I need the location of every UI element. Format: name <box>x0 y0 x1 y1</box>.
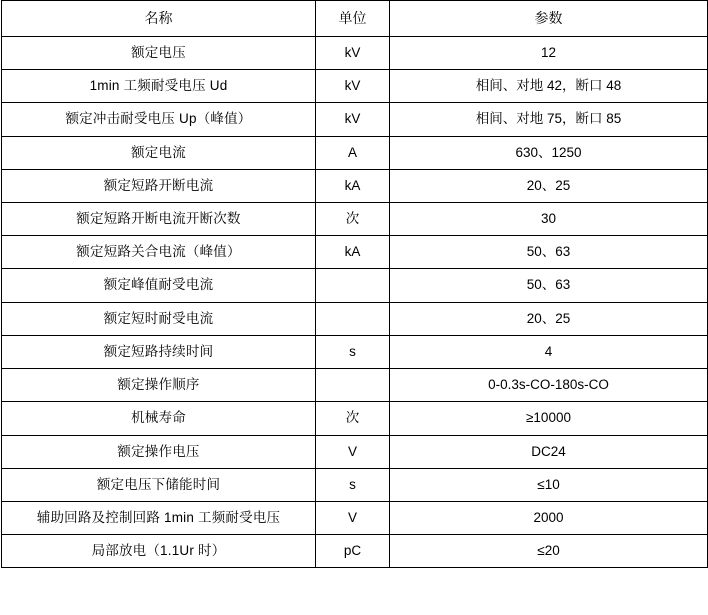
row-name: 额定操作电压 <box>2 435 316 468</box>
row-param: 20、25 <box>390 169 708 202</box>
row-unit <box>316 269 390 302</box>
table-row <box>2 369 708 402</box>
table-header-row <box>2 1 708 37</box>
row-name: 额定峰值耐受电流 <box>2 269 316 302</box>
row-unit: kV <box>316 36 390 69</box>
table-row <box>2 269 708 302</box>
row-unit: 次 <box>316 402 390 435</box>
row-unit: kV <box>316 103 390 136</box>
table-row <box>2 236 708 269</box>
column-header-name: 名称 <box>2 1 316 37</box>
table-body <box>2 36 708 568</box>
row-unit: 次 <box>316 202 390 235</box>
row-unit: A <box>316 136 390 169</box>
row-param: 相间、对地 42，断口 48 <box>390 70 708 103</box>
row-name: 额定短路关合电流（峰值） <box>2 236 316 269</box>
row-name: 辅助回路及控制回路 1min 工频耐受电压 <box>2 501 316 534</box>
row-param: 12 <box>390 36 708 69</box>
row-param: 50、63 <box>390 269 708 302</box>
row-param: 50、63 <box>390 236 708 269</box>
row-name: 额定短路开断电流开断次数 <box>2 202 316 235</box>
table-row <box>2 169 708 202</box>
row-name: 额定电流 <box>2 136 316 169</box>
row-param: 4 <box>390 335 708 368</box>
row-name: 额定电压下储能时间 <box>2 468 316 501</box>
table-row <box>2 70 708 103</box>
table-row <box>2 202 708 235</box>
table-row <box>2 402 708 435</box>
row-unit: s <box>316 335 390 368</box>
row-name: 额定操作顺序 <box>2 369 316 402</box>
row-param: 20、25 <box>390 302 708 335</box>
row-name: 机械寿命 <box>2 402 316 435</box>
row-param: ≤20 <box>390 535 708 568</box>
table-row <box>2 535 708 568</box>
row-param: ≥10000 <box>390 402 708 435</box>
row-name: 额定电压 <box>2 36 316 69</box>
table-row <box>2 501 708 534</box>
row-param: 2000 <box>390 501 708 534</box>
row-param: 630、1250 <box>390 136 708 169</box>
row-unit <box>316 369 390 402</box>
row-param: ≤10 <box>390 468 708 501</box>
row-param: 30 <box>390 202 708 235</box>
table-row <box>2 435 708 468</box>
row-name: 额定短路开断电流 <box>2 169 316 202</box>
table-row <box>2 302 708 335</box>
row-unit: pC <box>316 535 390 568</box>
row-name: 1min 工频耐受电压 Ud <box>2 70 316 103</box>
row-param: 0-0.3s-CO-180s-CO <box>390 369 708 402</box>
row-unit: kV <box>316 70 390 103</box>
table-row <box>2 136 708 169</box>
row-name: 额定短路持续时间 <box>2 335 316 368</box>
row-param: DC24 <box>390 435 708 468</box>
row-unit: s <box>316 468 390 501</box>
row-param: 相间、对地 75，断口 85 <box>390 103 708 136</box>
table-row <box>2 36 708 69</box>
row-name: 额定冲击耐受电压 Up（峰值） <box>2 103 316 136</box>
row-unit <box>316 302 390 335</box>
row-unit: V <box>316 435 390 468</box>
row-unit: V <box>316 501 390 534</box>
column-header-unit: 单位 <box>316 1 390 37</box>
table-row <box>2 335 708 368</box>
row-unit: kA <box>316 169 390 202</box>
table-row <box>2 468 708 501</box>
row-unit: kA <box>316 236 390 269</box>
technical-parameters-table <box>1 0 708 568</box>
column-header-param: 参数 <box>390 1 708 37</box>
row-name: 局部放电（1.1Ur 时） <box>2 535 316 568</box>
table-row <box>2 103 708 136</box>
row-name: 额定短时耐受电流 <box>2 302 316 335</box>
